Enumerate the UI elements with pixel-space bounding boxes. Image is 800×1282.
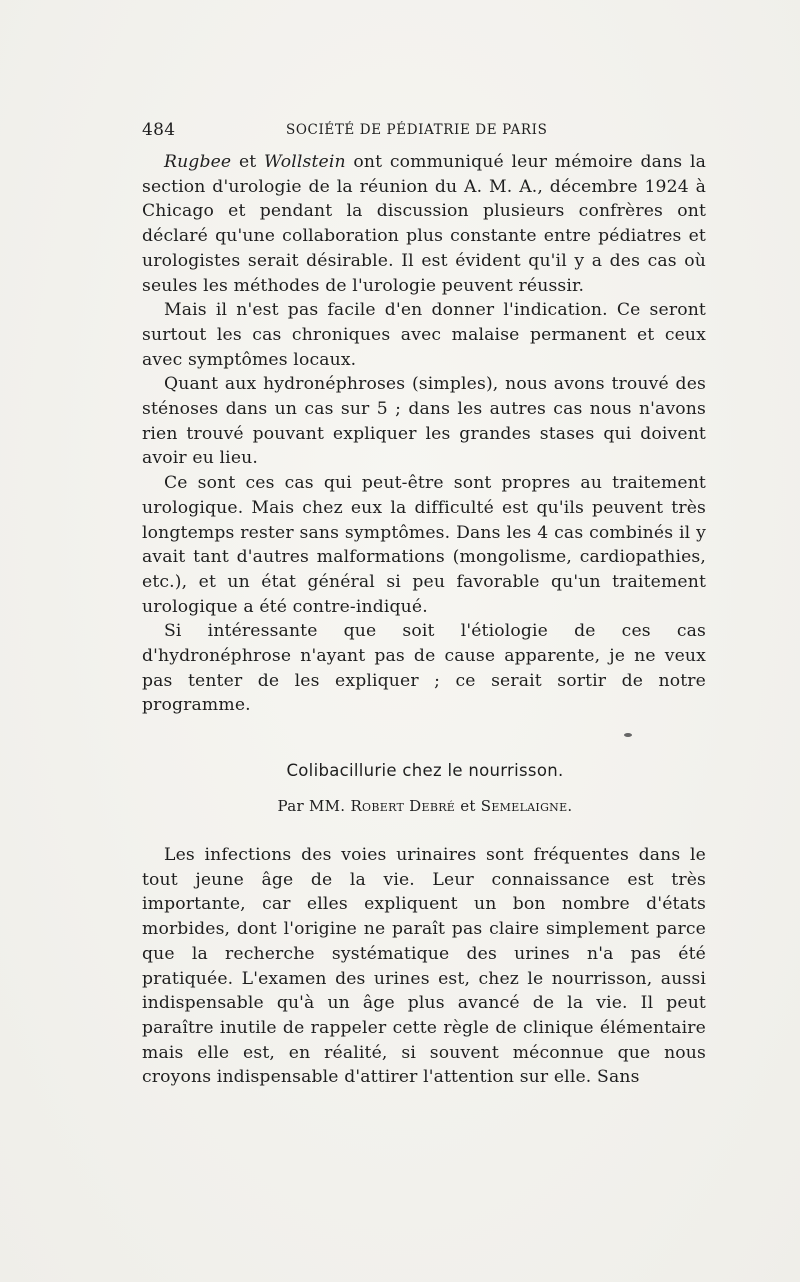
authors-connector: et bbox=[455, 797, 481, 815]
author-semelaigne: Semelaigne bbox=[480, 797, 568, 815]
paragraph-1 bbox=[142, 150, 706, 298]
authors-prefix: Par MM. bbox=[277, 797, 351, 815]
running-head: SOCIÉTÉ DE PÉDIATRIE DE PARIS bbox=[286, 122, 548, 138]
author-wollstein: Wollstein bbox=[264, 152, 346, 172]
paragraph-2: Mais il n'est pas facile d'en donner l'indication. Ce seront surtout les cas chroniques avec malaise permanent et ceux avec symptômes locaux. bbox=[142, 300, 706, 370]
section-paragraph-1: Les infections des voies urinaires sont fréquentes dans le tout jeune âge de la vie. Leur connaissance est très importante, car elles expliquent un bon nombre d'états morbides, dont l'origine ne paraît pas claire simplement parce que la recherche systématique des urines n'a pas été pratiquée. L'examen des urines est, chez le nourrisson, aussi indispensable qu'à un âge plus avancé de la vie. Il peut paraître inutile de rappeler cette règle de clinique élémentaire mais elle est, en réalité, si souvent méconnue que nous croyons indispensable d'attirer l'attention sur elle. Sans bbox=[142, 845, 706, 1088]
ornament-mark bbox=[624, 733, 632, 737]
body-text bbox=[142, 150, 706, 718]
section-authors bbox=[142, 797, 708, 815]
page-header bbox=[142, 120, 708, 142]
section-body bbox=[142, 843, 706, 1090]
paragraph-1-text: ont communiqué leur mémoire dans la section d'urologie de la réunion du A. M. A., décembre 1924 à Chicago et pendant la discussion plusieurs confrères ont déclaré qu'une collaboration plus constante entre pédiatres et urologistes serait désirable. Il est évident qu'il y a des cas où seules les méthodes de l'urologie peuvent réussir. bbox=[142, 152, 706, 296]
paragraph-3: Quant aux hydronéphroses (simples), nous avons trouvé des sténoses dans un cas sur 5 ; dans les autres cas nous n'avons rien trouvé pouvant expliquer les grandes stases qui doivent avoir eu lieu. bbox=[142, 374, 706, 469]
authors-suffix: . bbox=[567, 797, 573, 815]
page-number: 484 bbox=[142, 120, 176, 140]
paragraph-5: Si intéressante que soit l'étiologie de ces cas d'hydronéphrose n'ayant pas de cause apparente, je ne veux pas tenter de les expliquer ; ce serait sortir de notre programme. bbox=[142, 621, 706, 716]
connector: et bbox=[231, 152, 265, 172]
paragraph-4: Ce sont ces cas qui peut-être sont propres au traitement urologique. Mais chez eux la difficulté est qu'ils peuvent très longtemps rester sans symptômes. Dans les 4 cas combinés il y avait tant d'autres malformations (mongolisme, cardiopathies, etc.), et un état général si peu favorable qu'un traitement urologique a été contre-indiqué. bbox=[142, 473, 706, 617]
author-rugbee: Rugbee bbox=[164, 152, 232, 172]
section-title: Colibacillurie chez le nourrisson. bbox=[286, 761, 564, 780]
author-debre: Robert Debré bbox=[350, 797, 456, 815]
